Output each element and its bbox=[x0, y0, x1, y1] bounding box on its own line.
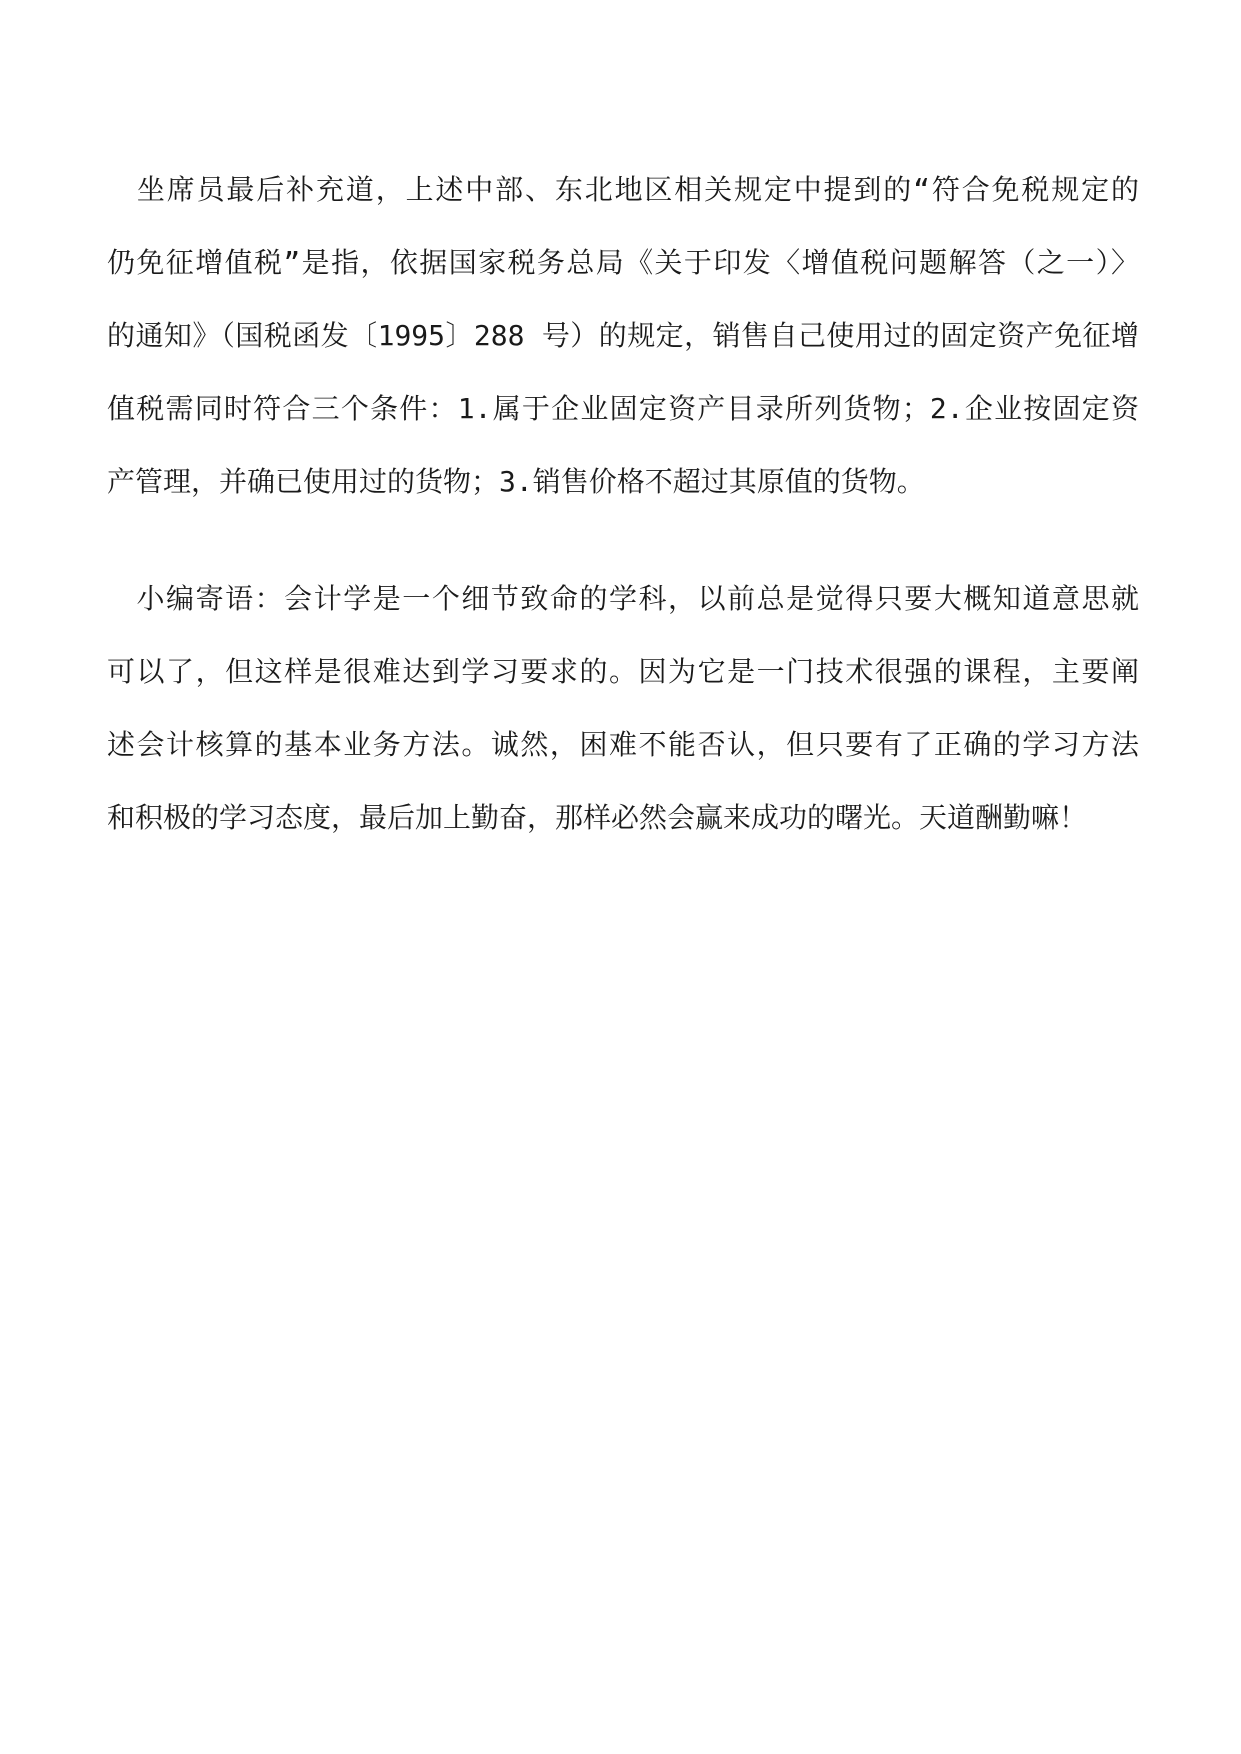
paragraph-line: 值税需同时符合三个条件：1.属于企业固定资产目录所列货物；2.企业按固定资 bbox=[107, 392, 1139, 425]
paragraph-line: 坐席员最后补充道，上述中部、东北地区相关规定中提到的“符合免税规定的 bbox=[107, 173, 1139, 206]
paragraph-line: 可以了，但这样是很难达到学习要求的。因为它是一门技术很强的课程，主要阐 bbox=[107, 655, 1139, 688]
paragraph-line: 和积极的学习态度，最后加上勤奋，那样必然会赢来成功的曙光。天道酬勤嘛！ bbox=[107, 801, 1088, 834]
paragraph-line: 产管理，并确已使用过的货物；3.销售价格不超过其原值的货物。 bbox=[107, 465, 925, 498]
paragraph-line: 仍免征增值税”是指，依据国家税务总局《关于印发〈增值税问题解答（之一）〉 bbox=[107, 246, 1139, 279]
paragraph-tax-exemption bbox=[107, 170, 1139, 535]
paragraph-editor-note bbox=[107, 579, 1139, 871]
paragraph-line: 小编寄语：会计学是一个细节致命的学科，以前总是觉得只要大概知道意思就 bbox=[107, 582, 1139, 615]
paragraph-line: 述会计核算的基本业务方法。诚然，困难不能否认，但只要有了正确的学习方法 bbox=[107, 728, 1139, 761]
paragraph-line: 的通知》（国税函发〔1995〕288 号）的规定，销售自己使用过的固定资产免征增 bbox=[107, 319, 1139, 352]
